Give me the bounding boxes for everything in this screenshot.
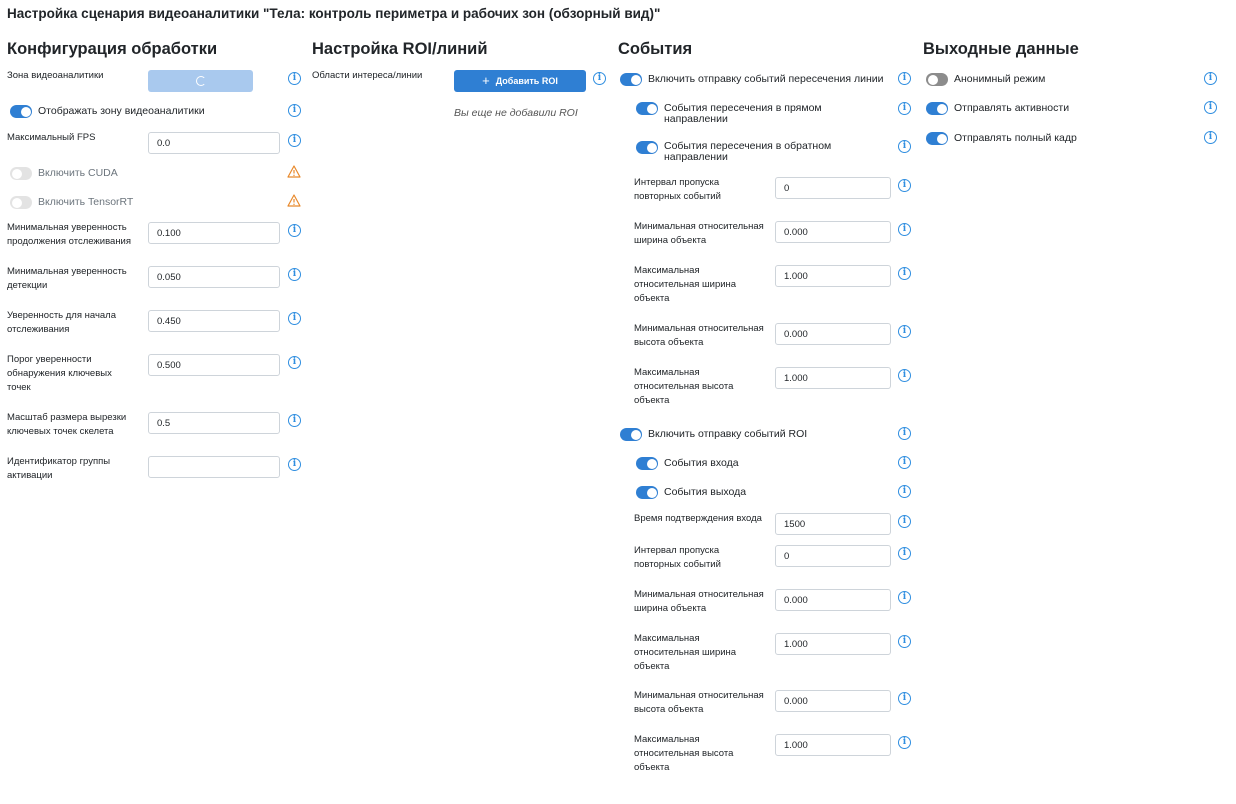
roi-events-label: Включить отправку событий ROI [648,428,808,440]
roi-min-height-input[interactable] [775,690,891,712]
exit-events-info-icon[interactable]: i [898,485,911,498]
group-id-info-icon[interactable]: i [288,458,301,471]
roi-info-icon[interactable]: i [593,72,606,85]
show-zone-info-icon[interactable]: i [288,104,301,117]
line-max-height-input[interactable] [775,367,891,389]
line-min-width-input[interactable] [775,221,891,243]
roi-confirm-time-input[interactable] [775,513,891,535]
cuda-toggle[interactable] [10,167,32,180]
exit-events-label: События выхода [664,486,747,498]
roi-min-width-label: Минимальная относительная ширина объекта [634,589,764,614]
roi-max-height-input[interactable] [775,734,891,756]
processing-heading: Конфигурация обработки [7,40,218,58]
tensorrt-label: Включить TensorRT [38,196,134,208]
plus-icon: + [482,73,490,88]
tensorrt-warning-icon[interactable] [287,194,301,207]
send-activity-toggle[interactable] [926,102,948,115]
roi-max-width-input[interactable] [775,633,891,655]
group-id-input[interactable] [148,456,280,478]
zone-label: Зона видеоаналитики [7,70,104,81]
roi-min-height-info-icon[interactable]: i [898,692,911,705]
line-min-width-label: Минимальная относительная ширина объекта [634,221,764,246]
anon-mode-info-icon[interactable]: i [1204,72,1217,85]
min-track-conf-input[interactable] [148,222,280,244]
crop-scale-label: Масштаб размера вырезки ключевых точек скелета [7,412,127,437]
events-column [618,40,914,59]
roi-min-height-label: Минимальная относительная высота объекта [634,690,764,715]
line-max-height-info-icon[interactable]: i [898,369,911,382]
roi-max-height-info-icon[interactable]: i [898,736,911,749]
line-skip-interval-info-icon[interactable]: i [898,179,911,192]
start-track-conf-input[interactable] [148,310,280,332]
output-heading: Выходные данные [923,40,1079,58]
min-track-conf-info-icon[interactable]: i [288,224,301,237]
max-fps-input[interactable] [148,132,280,154]
cuda-warning-icon[interactable] [287,165,301,178]
roi-heading: Настройка ROI/линий [312,40,488,58]
line-max-width-info-icon[interactable]: i [898,267,911,280]
anon-mode-toggle[interactable] [926,73,948,86]
send-activity-info-icon[interactable]: i [1204,101,1217,114]
roi-skip-interval-info-icon[interactable]: i [898,547,911,560]
line-cross-label: Включить отправку событий пересечения линии [648,73,884,85]
add-roi-button[interactable] [454,70,586,92]
line-max-width-input[interactable] [775,265,891,287]
max-fps-label: Максимальный FPS [7,132,96,143]
roi-events-info-icon[interactable]: i [898,427,911,440]
forward-cross-label: События пересечения в прямом направлении [664,102,822,125]
start-track-conf-label: Уверенность для начала отслеживания [7,310,117,335]
roi-max-width-label: Максимальная относительная ширина объекта [634,633,737,672]
line-cross-info-icon[interactable]: i [898,72,911,85]
reverse-cross-label: События пересечения в обратном направлении [664,140,832,163]
roi-confirm-time-info-icon[interactable]: i [898,515,911,528]
max-fps-info-icon[interactable]: i [288,134,301,147]
zone-edit-button[interactable] [148,70,253,92]
send-activity-label: Отправлять активности [954,102,1070,114]
line-skip-interval-input[interactable] [775,177,891,199]
roi-skip-interval-input[interactable] [775,545,891,567]
send-frame-toggle[interactable] [926,132,948,145]
forward-cross-toggle[interactable] [636,102,658,115]
min-det-conf-label: Минимальная уверенность детекции [7,266,127,291]
enter-events-info-icon[interactable]: i [898,456,911,469]
reverse-cross-info-icon[interactable]: i [898,140,911,153]
line-min-width-info-icon[interactable]: i [898,223,911,236]
min-track-conf-label: Минимальная уверенность продолжения отслеживания [7,222,132,247]
processing-column [7,40,303,59]
line-max-height-label: Максимальная относительная высота объекта [634,367,734,406]
min-det-conf-input[interactable] [148,266,280,288]
output-column [923,40,1219,59]
keypoint-thresh-info-icon[interactable]: i [288,356,301,369]
loading-spinner-icon [196,76,206,86]
line-min-height-info-icon[interactable]: i [898,325,911,338]
zone-info-icon[interactable]: i [288,72,301,85]
line-cross-toggle[interactable] [620,73,642,86]
reverse-cross-toggle[interactable] [636,141,658,154]
crop-scale-input[interactable] [148,412,280,434]
roi-events-toggle[interactable] [620,428,642,441]
roi-confirm-time-label: Время подтверждения входа [634,513,762,524]
events-heading: События [618,40,693,58]
roi-empty-text: Вы еще не добавили ROI [454,107,578,119]
keypoint-thresh-label: Порог уверенности обнаружения ключевых точек [7,354,112,393]
show-zone-label: Отображать зону видеоаналитики [38,105,205,117]
roi-min-width-input[interactable] [775,589,891,611]
send-frame-label: Отправлять полный кадр [954,132,1077,144]
add-roi-label: Добавить ROI [495,76,558,86]
exit-events-toggle[interactable] [636,486,658,499]
show-zone-toggle[interactable] [10,105,32,118]
group-id-label: Идентификатор группы активации [7,456,111,481]
roi-max-width-info-icon[interactable]: i [898,635,911,648]
min-det-conf-info-icon[interactable]: i [288,268,301,281]
enter-events-label: События входа [664,457,739,469]
roi-min-width-info-icon[interactable]: i [898,591,911,604]
roi-skip-interval-label: Интервал пропуска повторных событий [634,545,721,570]
start-track-conf-info-icon[interactable]: i [288,312,301,325]
roi-column [312,40,608,59]
send-frame-info-icon[interactable]: i [1204,131,1217,144]
line-min-height-input[interactable] [775,323,891,345]
enter-events-toggle[interactable] [636,457,658,470]
page-title: Настройка сценария видеоаналитики "Тела: контроль периметра и рабочих зон (обзорный вид)" [7,6,661,21]
tensorrt-toggle[interactable] [10,196,32,209]
line-max-width-label: Максимальная относительная ширина объекта [634,265,737,304]
forward-cross-info-icon[interactable]: i [898,102,911,115]
crop-scale-info-icon[interactable]: i [288,414,301,427]
keypoint-thresh-input[interactable] [148,354,280,376]
anon-mode-label: Анонимный режим [954,73,1046,85]
roi-areas-label: Области интереса/линии [312,70,423,81]
line-min-height-label: Минимальная относительная высота объекта [634,323,764,348]
cuda-label: Включить CUDA [38,167,118,179]
line-skip-interval-label: Интервал пропуска повторных событий [634,177,721,202]
roi-max-height-label: Максимальная относительная высота объекта [634,734,734,773]
